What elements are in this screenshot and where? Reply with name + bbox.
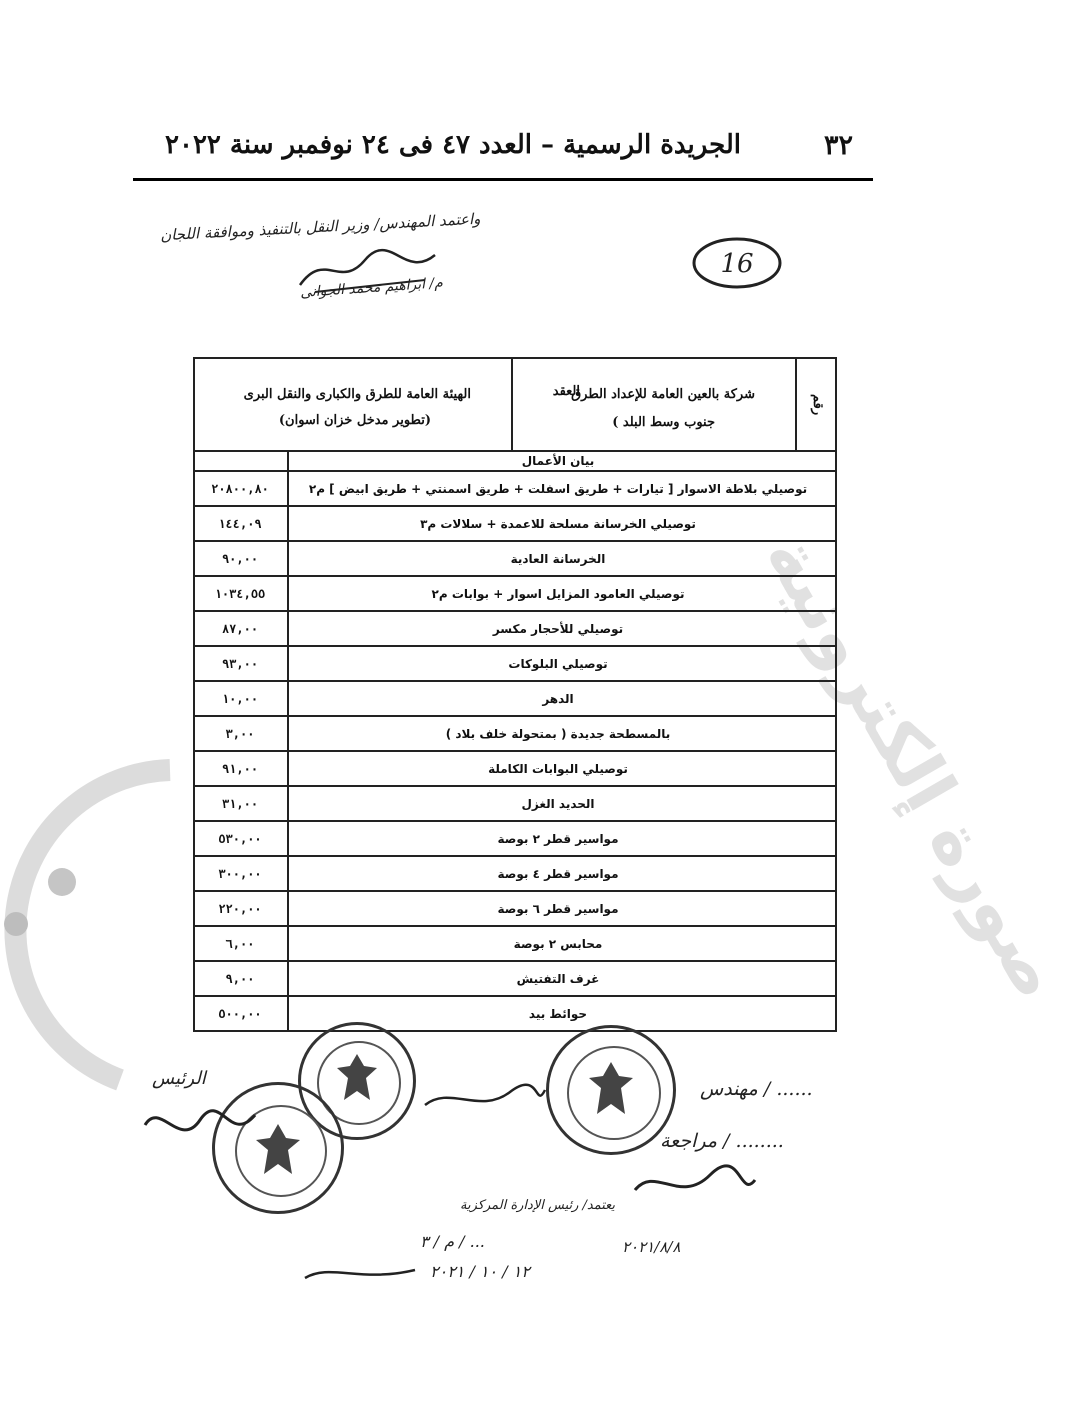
table-title-value-cell [195,452,285,470]
row-value: ٩٠,٠٠ [221,551,259,566]
row-value: ٨٧,٠٠ [221,621,259,636]
circled-number-icon [690,233,785,293]
table-row [193,787,837,822]
document-header-box [193,357,837,452]
row-value: ٣٠٠,٠٠ [218,866,262,881]
signature-label-left: الرئيس [152,1068,206,1089]
watermark-text: صورة إلكترونية [748,520,1081,1013]
table-row [193,647,837,682]
row-value: ١٤٤,٠٩ [218,516,262,531]
row-description: بالمسطحة جديدة ( بمتحولة خلف بلاد ) [287,717,827,750]
signature-scribble-icon [420,1080,550,1120]
row-value: ٩٣,٠٠ [221,656,259,671]
table-row [193,752,837,787]
row-description: توصيلي البوابات الكاملة [287,752,827,785]
bottom-right-date: ٢٠٢١/٨/٨ [622,1238,681,1256]
header-col-company [511,359,795,450]
row-value: ٣١,٠٠ [221,796,259,811]
contract-label: العقد [552,384,580,399]
row-value: ٢٢٠,٠٠ [218,901,262,916]
watermark-dot-icon [4,912,28,936]
table-row [193,927,837,962]
row-value: ٦,٠٠ [225,936,255,951]
table-row [193,472,837,507]
header-col-number: رقم [795,359,835,450]
row-description: مواسير قطر ٤ بوصة [287,857,827,890]
bottom-approval-note: يعتمد/ رئيس الإدارة المركزية [460,1198,616,1213]
row-description: محابس ٢ بوصة [287,927,827,960]
row-value: ١٠,٠٠ [221,691,259,706]
row-value: ٥٣٠,٠٠ [218,831,262,846]
works-table [193,452,837,1032]
row-description: الدهر [287,682,827,715]
signature-scribble-icon [300,1258,420,1288]
table-row [193,822,837,857]
table-title: بيان الأعمال [287,452,827,470]
table-row [193,997,837,1032]
table-row [193,507,837,542]
row-value: ١٠٣٤,٥٥ [214,586,266,601]
eagle-emblem-icon [333,1050,381,1106]
bottom-line-1: م / ٣ / ... [420,1232,485,1251]
row-description: توصيلي بلاطة الاسوار [ تيارات + طريق اسفلت + طريق اسمنتي + طريق ابيض ] م٢ [287,472,827,505]
signature-scribble-icon [140,1095,260,1155]
row-description: توصيلي للأحجار مكسر [287,612,827,645]
row-value: ٩١,٠٠ [221,761,259,776]
circled-number: 16 [720,249,754,279]
watermark-dot-icon [48,868,76,896]
table-row [193,542,837,577]
page-number: ٣٢ [823,130,853,161]
row-value: ٥٠٠,٠٠ [218,1006,262,1021]
row-value: ٢٠٨٠٠,٨٠ [211,481,269,496]
row-description: الحديد الغزل [287,787,827,820]
row-description: غرف التفتيش [287,962,827,995]
authority-line-2: (تطوير مدخل خزان اسوان) [278,413,431,428]
bottom-line-2: ١٢ / ١٠ / ٢٠٢١ [430,1262,530,1281]
row-description: توصيلي العامود المزايل اسوار + بوابات م٢ [287,577,827,610]
row-value: ٣,٠٠ [225,726,255,741]
signature-scribble-icon [295,240,445,300]
authority-line-1: الهيئة العامة للطرق والكبارى والنقل البرى [243,387,471,402]
row-description: توصيلي الخرسانة مسلحة للاعمدة + سلالات م٣ [287,507,827,540]
row-description: الخرسانة العادية [287,542,827,575]
table-row [193,612,837,647]
handwritten-signature-name: م/ ابراهيم محمد الجوانى [299,275,444,301]
row-description: مواسير قطر ٦ بوصة [287,892,827,925]
page-header [133,124,873,176]
company-line-1: شركة بالعين العامة للإعداد الطرق [571,387,755,402]
table-title-row [193,452,837,472]
row-value: ٩,٠٠ [225,971,255,986]
watermark-arc-icon [0,760,190,1090]
table-row [193,717,837,752]
row-description: حوائط بيد [287,997,827,1030]
table-row [193,892,837,927]
eagle-emblem-icon [585,1058,637,1120]
table-row [193,962,837,997]
signature-scribble-icon [630,1160,760,1210]
table-row [193,682,837,717]
row-description: مواسير قطر ٢ بوصة [287,822,827,855]
table-row [193,857,837,892]
header-rule [133,178,873,181]
row-description: توصيلي البلوكات [287,647,827,680]
signature-name-right-2: مراجعة / ........ [660,1130,784,1152]
table-row [193,577,837,612]
signature-name-right-1: مهندس / ...... [700,1078,813,1100]
header-col-authority [193,359,511,450]
handwritten-top-note: واعتمد المهندس/ وزير النقل بالتنفيذ وموافقة اللجان [159,209,481,245]
page-title: الجريدة الرسمية – العدد ٤٧ فى ٢٤ نوفمبر سنة ٢٠٢٢ [165,130,741,160]
company-line-2: جنوب وسط البلد ) [612,415,715,430]
